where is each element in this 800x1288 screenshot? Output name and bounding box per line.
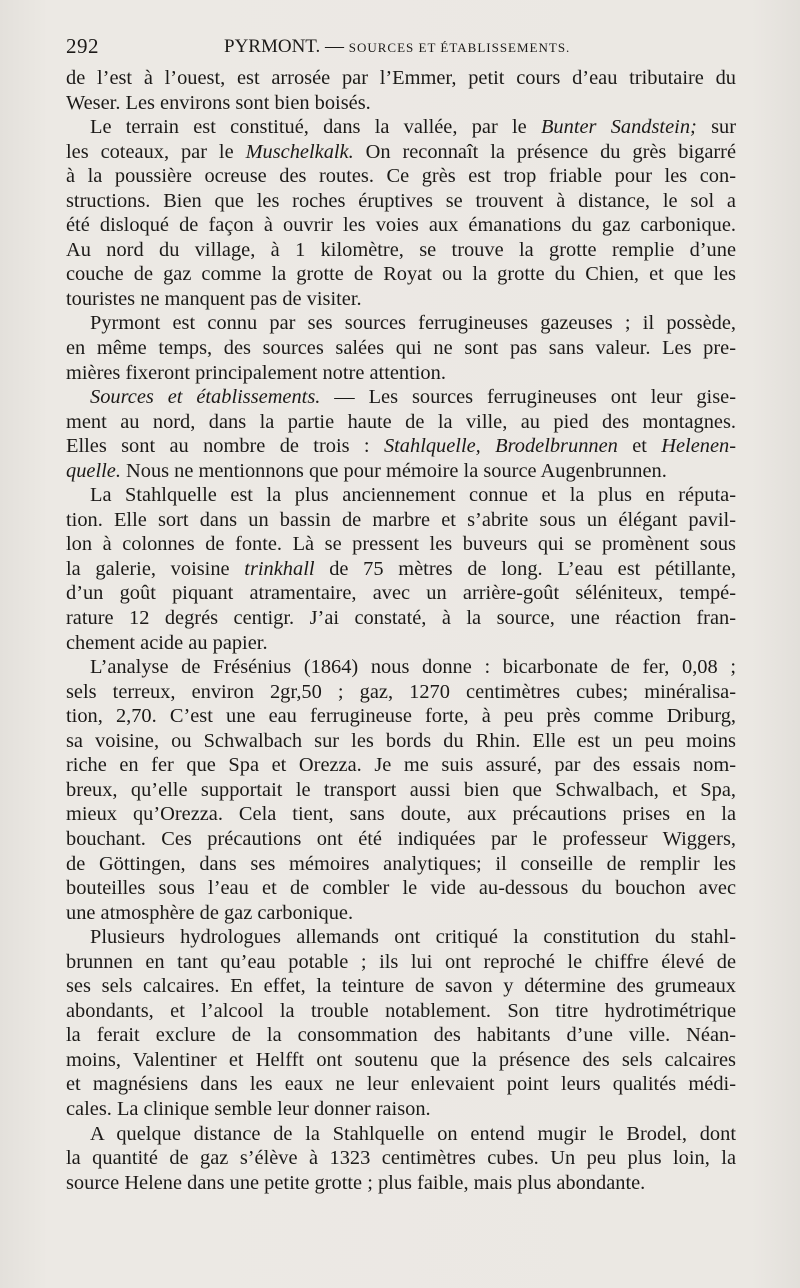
paragraph <box>66 66 736 115</box>
text-segment: breux, qu’elle supportait le transport aussi bien que Schwalbach, et Spa, <box>66 778 736 801</box>
text-segment: — Les sources ferrugineuses ont leur gise- <box>320 386 736 409</box>
text-line <box>66 287 736 312</box>
text-line <box>66 189 736 214</box>
text-segment: L’analyse de Frésénius (1864) nous donne : bicarbonate de fer, 0,08 ; <box>90 656 736 679</box>
italic-text: Sources et établissements. <box>90 386 321 409</box>
text-line <box>66 852 736 877</box>
text-segment: la quantité de gaz s’élève à 1323 centimètres cubes. Un peu plus loin, la <box>66 1147 736 1170</box>
text-segment: une atmosphère de gaz carbonique. <box>66 901 354 924</box>
text-segment: source Helene dans une petite grotte ; plus faible, mais plus abondante. <box>66 1171 646 1194</box>
text-segment: bouteilles sous l’eau et de combler le vide au-dessous du bouchon avec <box>66 877 736 900</box>
italic-text: trinkhall <box>244 557 315 580</box>
text-line <box>66 336 736 361</box>
text-segment: sa voisine, ou Schwalbach sur les bords du Rhin. Elle est un peu moins <box>66 729 736 752</box>
text-segment: La Stahlquelle est la plus anciennement connue et la plus en réputa- <box>90 484 736 507</box>
text-segment: riche en fer que Spa et Orezza. Je me suis assuré, par des essais nom- <box>66 754 736 777</box>
text-segment: bouchant. Ces précautions ont été indiquées par le professeur Wiggers, <box>66 827 736 850</box>
text-line <box>66 557 736 582</box>
paragraph <box>66 115 736 311</box>
text-segment: rature 12 degrés centigr. J’ai constaté, à la source, une réaction fran- <box>66 607 736 630</box>
text-segment: la ferait exclure de la consommation des habitants d’une ville. Néan- <box>66 1024 736 1047</box>
text-segment: mières fixeront principalement notre attention. <box>66 361 446 384</box>
text-segment: sur <box>696 116 736 139</box>
italic-text: Helenen- <box>661 435 737 458</box>
text-segment: abondants, et l’alcool la trouble notablement. Son titre hydrotimétrique <box>66 999 736 1022</box>
text-line <box>66 311 736 336</box>
text-segment: brunnen en tant qu’eau potable ; ils lui ont reproché le chiffre élevé de <box>66 950 736 973</box>
paragraph <box>66 311 736 385</box>
text-line <box>66 410 736 435</box>
paragraph <box>66 385 736 483</box>
text-segment: moins, Valentiner et Helfft ont soutenu que la présence des sels calcaires <box>66 1048 736 1071</box>
text-line <box>66 459 736 484</box>
text-segment: A quelque distance de la Stahlquelle on entend mugir le Brodel, dont <box>90 1122 736 1145</box>
italic-text: Muschelkalk. <box>245 140 354 163</box>
text-line <box>66 238 736 263</box>
text-line <box>66 164 736 189</box>
text-segment: tion, 2,70. C’est une eau ferrugineuse forte, à peu près comme Driburg, <box>66 705 736 728</box>
text-line <box>66 361 736 386</box>
text-line <box>66 999 736 1024</box>
text-line <box>66 508 736 533</box>
text-line <box>66 631 736 656</box>
text-segment: de Göttingen, dans ses mémoires analytiques; il conseille de remplir les <box>66 852 736 875</box>
text-segment: les coteaux, par le <box>66 140 246 163</box>
body-text <box>66 66 736 1195</box>
text-line <box>66 606 736 631</box>
running-head-dash: — <box>325 36 344 57</box>
page-header <box>66 34 736 60</box>
text-line <box>66 925 736 950</box>
text-line <box>66 1023 736 1048</box>
text-line <box>66 1097 736 1122</box>
text-line <box>66 1171 736 1196</box>
paragraph <box>66 655 736 925</box>
text-line <box>66 753 736 778</box>
text-segment: été disloqué de façon à ouvrir les voies aux émanations du gaz carbonique. <box>66 214 736 237</box>
text-line <box>66 901 736 926</box>
text-line <box>66 876 736 901</box>
text-segment: Plusieurs hydrologues allemands ont critiqué la constitution du stahl- <box>90 926 736 949</box>
text-segment: chement acide au papier. <box>66 631 268 654</box>
page-number: 292 <box>66 34 99 58</box>
paragraph <box>66 1122 736 1196</box>
text-line <box>66 91 736 116</box>
text-line <box>66 262 736 287</box>
text-line <box>66 1146 736 1171</box>
text-segment: tion. Elle sort dans un bassin de marbre et s’abrite sous un élégant pavil- <box>66 508 736 531</box>
text-segment: ment au nord, dans la partie haute de la ville, au pied des montagnes. <box>66 410 736 433</box>
italic-text: Bunter Sandstein; <box>540 116 697 139</box>
text-line <box>66 140 736 165</box>
text-segment: et magnésiens dans les eaux ne leur enlevaient point leurs qualités médi- <box>66 1073 736 1096</box>
text-segment: ses sels calcaires. En effet, la teinture de savon y détermine des grumeaux <box>66 975 736 998</box>
text-segment: Elles sont au nombre de trois : <box>66 435 384 458</box>
text-line <box>66 483 736 508</box>
text-segment: Nous ne mentionnons que pour mémoire la source Augenbrunnen. <box>120 459 667 482</box>
text-line <box>66 778 736 803</box>
text-segment: lon à colonnes de fonte. Là se pressent les buveurs qui se promènent sous <box>66 533 736 556</box>
text-line <box>66 213 736 238</box>
text-line <box>66 655 736 680</box>
text-segment: la galerie, voisine <box>66 557 245 580</box>
text-line <box>66 704 736 729</box>
text-segment: en même temps, des sources salées qui ne sont pas sans valeur. Les pre- <box>66 337 736 360</box>
text-line <box>66 974 736 999</box>
text-line <box>66 950 736 975</box>
text-segment: structions. Bien que les roches éruptives se trouvent à distance, le sol a <box>66 189 736 212</box>
text-line <box>66 532 736 557</box>
text-segment: à la poussière ocreuse des routes. Ce grès est trop friable pour les con- <box>66 165 736 188</box>
text-line <box>66 66 736 91</box>
text-segment: Pyrmont est connu par ses sources ferrugineuses gazeuses ; il possède, <box>90 312 736 335</box>
text-segment: cales. La clinique semble leur donner raison. <box>66 1097 431 1120</box>
running-head <box>224 36 570 58</box>
text-line <box>66 434 736 459</box>
text-line <box>66 1072 736 1097</box>
text-line <box>66 581 736 606</box>
text-line <box>66 729 736 754</box>
text-segment: On reconnaît la présence du grès bigarré <box>353 140 737 163</box>
text-segment: Au nord du village, à 1 kilomètre, se trouve la grotte remplie d’une <box>66 238 736 261</box>
text-line <box>66 1048 736 1073</box>
paragraph <box>66 483 736 655</box>
text-segment: et <box>617 435 662 458</box>
running-head-section: SOURCES ET ÉTABLISSEMENTS. <box>348 40 571 55</box>
paragraph <box>66 925 736 1121</box>
text-segment: de 75 mètres de long. L’eau est pétillante, <box>314 557 736 580</box>
text-line <box>66 802 736 827</box>
text-line <box>66 115 736 140</box>
text-line <box>66 680 736 705</box>
text-segment: Le terrain est constitué, dans la vallée, par le <box>90 116 541 139</box>
italic-text: quelle. <box>66 459 121 482</box>
text-line <box>66 827 736 852</box>
text-segment: touristes ne manquent pas de visiter. <box>66 287 362 310</box>
text-segment: sels terreux, environ 2gr,50 ; gaz, 1270 centimètres cubes; minéralisa- <box>66 680 736 703</box>
text-segment: de l’est à l’ouest, est arrosée par l’Emmer, petit cours d’eau tributaire du <box>66 67 736 89</box>
text-segment: mieux qu’Orezza. Cela tient, sans doute, aux précautions prises en la <box>66 803 736 826</box>
text-line <box>66 385 736 410</box>
text-segment: Weser. Les environs sont bien boisés. <box>66 91 371 114</box>
text-segment: couche de gaz comme la grotte de Royat ou la grotte du Chien, et que les <box>66 263 736 286</box>
running-head-title: PYRMONT. <box>224 36 321 57</box>
italic-text: Stahlquelle, Brodelbrunnen <box>383 435 618 458</box>
text-segment: d’un goût piquant atramentaire, avec un arrière-goût séléniteux, tempé- <box>66 582 736 605</box>
text-line <box>66 1122 736 1147</box>
